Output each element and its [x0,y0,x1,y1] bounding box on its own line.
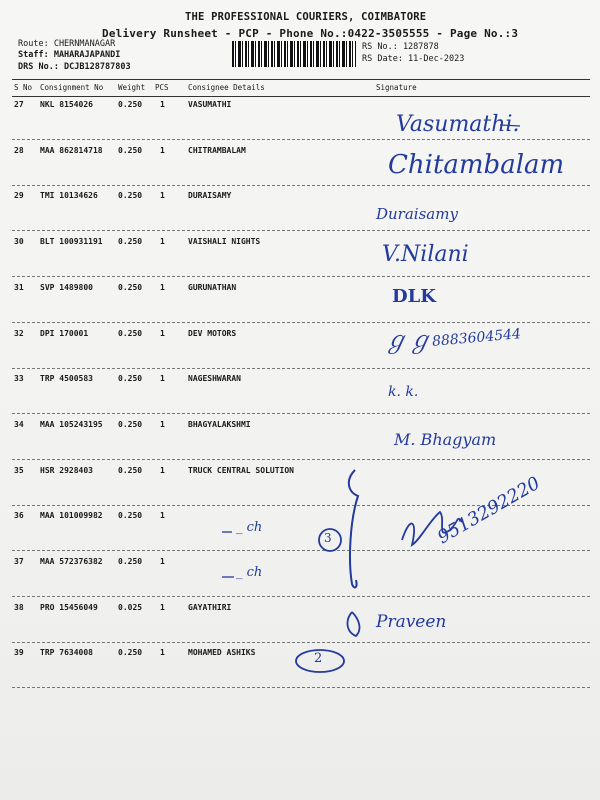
table-row [12,416,590,460]
sno-cell: 33 [14,374,24,384]
row-divider [12,413,590,414]
weight-cell: 0.250 [118,191,143,201]
sno-cell: 27 [14,100,24,109]
mark-row-37: _ ch [236,565,263,580]
table-row [12,553,590,597]
weight-cell: 0.025 [118,602,143,612]
circle-2-label: 2 [314,651,323,666]
consignment-cell: TRP 4500583 [40,374,93,384]
signature-row-30: V.Nilani [382,242,469,267]
consignee-cell: DURAISAMY [188,191,232,201]
pcs-cell: 1 [160,282,165,292]
sno-cell: 39 [14,648,24,658]
consignee-cell: NAGESHWARAN [188,374,241,384]
barcode [232,41,356,67]
signature-row-38: Praveen [376,612,447,632]
row-divider [12,687,590,688]
pcs-cell: 1 [160,648,165,658]
col-signature: Signature [376,83,417,92]
consignment-cell: DPI 170001 [40,328,89,338]
table-row [12,644,590,688]
sno-cell: 36 [14,511,24,521]
consignment-cell: MAA 572376382 [40,557,103,566]
weight-cell: 0.250 [118,557,143,566]
col-sno: S No [14,83,33,92]
row-divider [12,276,590,277]
row-divider [12,322,590,323]
col-pcs: PCS [155,83,169,92]
table-row [12,187,590,231]
signature-row-28: Chitambalam [388,150,565,180]
consignment-cell: MAA 862814718 [40,145,103,155]
consignee-cell: CHITRAMBALAM [188,145,246,155]
signature-row-35-phone: 9513292220 [434,472,544,549]
consignee-cell: BHAGYALAKSHMI [188,419,251,429]
consignment-cell: TMI 10134626 [40,191,98,201]
sno-cell: 38 [14,602,24,612]
signature-row-29: Duraisamy [376,205,458,223]
weight-cell: 0.250 [118,100,143,109]
row-divider [12,550,590,551]
table-row [12,279,590,323]
consignee-cell: DEV MOTORS [188,328,237,338]
consignee-cell: GURUNATHAN [188,282,237,292]
weight-cell: 0.250 [118,282,143,292]
rs-date: RS Date: 11-Dec-2023 [362,54,465,64]
pcs-cell: 1 [160,237,165,247]
row-divider [12,139,590,140]
mark-row-36: _ ch [236,520,263,535]
route-label: Route: CHERNMANAGAR [18,39,116,49]
sno-cell: 34 [14,419,24,429]
weight-cell: 0.250 [118,465,143,475]
sno-cell: 35 [14,465,24,475]
signature-row-31: DLK [392,286,436,307]
signature-row-33: k. k. [388,384,419,400]
row-divider [12,230,590,231]
weight-cell: 0.250 [118,328,143,338]
signature-row-32-phone: 8883604544 [431,326,522,350]
sno-cell: 29 [14,191,24,201]
consignee-cell: MOHAMED ASHIKS [188,648,256,658]
pcs-cell: 1 [160,419,165,429]
sno-cell: 32 [14,328,24,338]
table-row [12,370,590,414]
consignment-cell: MAA 105243195 [40,419,103,429]
consignment-cell: MAA 101009982 [40,511,103,521]
pcs-cell: 1 [160,557,165,566]
rs-number: RS No.: 1287878 [362,42,439,52]
weight-cell: 0.250 [118,237,143,247]
sno-cell: 28 [14,145,24,155]
signature-row-34: M. Bhagyam [394,430,497,449]
consignment-cell: NKL 8154026 [40,100,93,109]
pcs-cell: 1 [160,465,165,475]
consignment-cell: PRO 15456049 [40,602,98,612]
signature-row-32-mark: ℊℊ [384,326,432,354]
table-header [12,79,590,97]
row-divider [12,368,590,369]
weight-cell: 0.250 [118,145,143,155]
pcs-cell: 1 [160,602,165,612]
table-row [12,233,590,277]
consignment-cell: BLT 100931191 [40,237,103,247]
circle-3-label: 3 [324,531,332,545]
pcs-cell: 1 [160,511,165,521]
weight-cell: 0.250 [118,648,143,658]
sno-cell: 31 [14,282,24,292]
col-weight: Weight [118,83,146,92]
pcs-cell: 1 [160,100,165,109]
consignee-cell: GAYATHIRI [188,602,232,612]
sno-cell: 30 [14,237,24,247]
company-name: THE PROFESSIONAL COURIERS, COIMBATORE [185,11,427,23]
weight-cell: 0.250 [118,419,143,429]
pcs-cell: 1 [160,145,165,155]
consignee-cell: VAISHALI NIGHTS [188,237,261,247]
consignee-cell: TRUCK CENTRAL SOLUTION [188,465,294,475]
table-row [12,599,590,643]
weight-cell: 0.250 [118,374,143,384]
row-divider [12,185,590,186]
runsheet-title: Delivery Runsheet - PCP - Phone No.:0422-3505555 - Page No.:3 [102,27,519,40]
signature-row-27: Vasumathi. [396,112,520,137]
col-consignment: Consignment No [40,83,104,92]
consignment-cell: SVP 1489800 [40,282,93,292]
pcs-cell: 1 [160,374,165,384]
pcs-cell: 1 [160,191,165,201]
weight-cell: 0.250 [118,511,143,521]
pcs-cell: 1 [160,328,165,338]
consignee-cell: VASUMATHI [188,100,232,109]
row-divider [12,596,590,597]
row-divider [12,459,590,460]
consignment-cell: HSR 2928403 [40,465,93,475]
row-divider [12,642,590,643]
col-consignee: Consignee Details [188,83,265,92]
drs-label: DRS No.: DCJB128787803 [18,62,131,72]
sno-cell: 37 [14,557,24,566]
consignment-cell: TRP 7634008 [40,648,93,658]
staff-label: Staff: MAHARAJAPANDI [18,50,121,60]
